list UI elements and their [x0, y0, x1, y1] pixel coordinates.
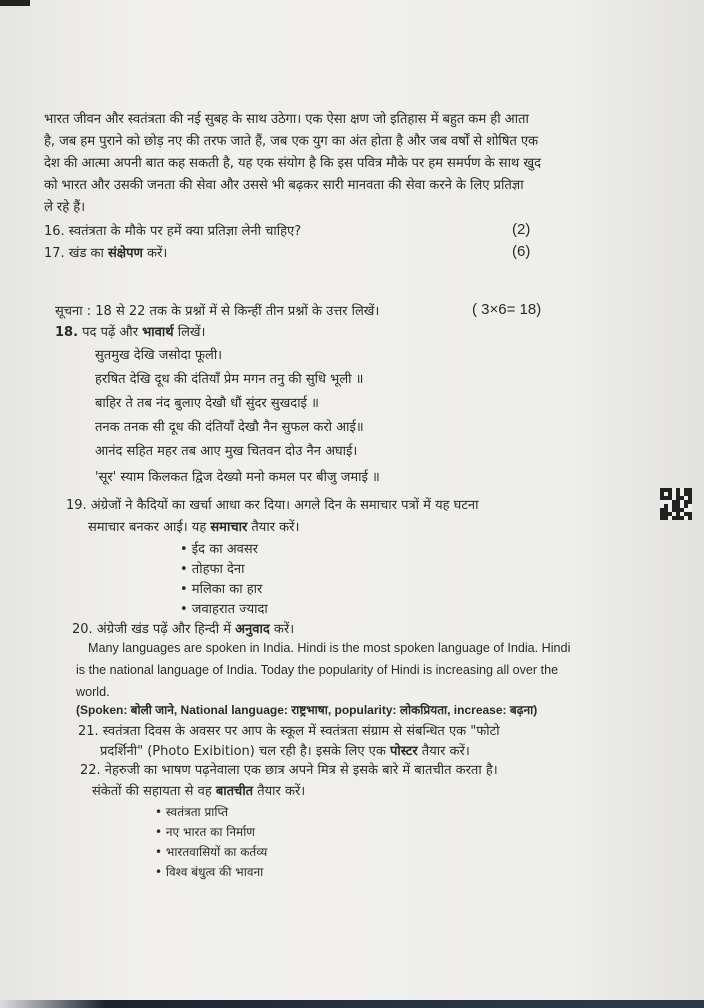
q19-keyword: समाचार — [210, 520, 248, 535]
passage-line: है, जब हम पुराने को छोड़ नए की तरफ जाते हैं, जब एक युग का अंत होता है और जब वर्षों से शोषित एक — [44, 134, 539, 149]
poem-line: हरषित देखि दूध की दंतियाँ प्रेम मगन तनु की सुधि भूली ॥ — [95, 372, 364, 387]
english-passage-line: world. — [76, 685, 110, 699]
q17-text: 17. खंड का — [44, 246, 109, 261]
q19-point: • ईद का अवसर — [180, 542, 258, 557]
q21-keyword: पोस्टर — [389, 744, 418, 759]
passage-line: को भारत और उसकी जनता की सेवा और उससे भी बढ़कर सारी मानवता की सेवा करने के लिए प्रतिज्ञा — [44, 178, 524, 193]
q22-text-end: तैयार करें। — [253, 784, 306, 799]
poem-line: बाहिर ते तब नंद बुलाए देखौ धौं सुंदर सुखदाई ॥ — [95, 396, 319, 411]
question-20 — [72, 621, 294, 639]
q17-keyword: संक्षेपण — [108, 246, 143, 261]
question-22-cont — [92, 783, 305, 801]
q19-point: • तोहफा देना — [180, 562, 245, 577]
q18-keyword: भावार्थ — [142, 325, 174, 340]
q17-text-end: करें। — [142, 246, 168, 261]
english-passage-line: is the national language of India. Today the popularity of Hindi is increasing all over the — [76, 663, 559, 677]
q22-keyword: बातचीत — [215, 784, 254, 799]
passage-line: ले रहे हैं। — [44, 200, 86, 215]
q21-text: प्रदर्शिनी" (Photo Exibition) चल रही है। इसके लिए एक — [100, 744, 390, 759]
passage-line: भारत जीवन और स्वतंत्रता की नई सुबह के साथ उठेगा। एक ऐसा क्षण जो इतिहास में बहुत कम ही आता — [44, 112, 529, 127]
q18-number: 18. — [55, 325, 79, 340]
q19-point: • जवाहरात ज्यादा — [180, 602, 268, 617]
q19-point: • मलिका का हार — [180, 582, 263, 597]
question-22: 22. नेहरुजी का भाषण पढ़नेवाला एक छात्र अपने मित्र से इसके बारे में बातचीत करता है। — [80, 763, 498, 778]
q19-text: समाचार बनकर आई। यह — [88, 520, 211, 535]
question-18 — [55, 324, 205, 342]
question-21: 21. स्वतंत्रता दिवस के अवसर पर आप के स्कूल में स्वतंत्रता संग्राम से संबन्धित एक "फोटो — [78, 724, 500, 739]
poem-line: सुतमुख देखि जसोदा फूली। — [95, 348, 223, 363]
question-16: 16. स्वतंत्रता के मौके पर हमें क्या प्रतिज्ञा लेनी चाहिए? — [44, 224, 302, 239]
poem-line: आनंद सहित महर तब आए मुख चितवन दोउ नैन अघाई। — [95, 444, 358, 459]
poem-line: तनक तनक सी दूध की दंतियाँ देखौ नैन सुफल करो आई॥ — [95, 420, 364, 435]
q20-keyword: अनुवाद — [235, 622, 270, 637]
q22-point: • स्वतंत्रता प्राप्ति — [155, 805, 229, 819]
q22-point: • भारतवासियों का कर्तव्य — [155, 845, 268, 859]
q20-text: 20. अंग्रेजी खंड पढ़ें और हिन्दी में — [72, 622, 236, 637]
question-16-marks: (2) — [512, 221, 531, 238]
qr-code — [660, 488, 692, 520]
q21-text-end: तैयार करें। — [417, 744, 470, 759]
question-19-cont — [88, 519, 299, 537]
scan-edge-top — [0, 0, 30, 6]
q20-text-end: करें। — [269, 622, 295, 637]
q18-text-end: लिखें। — [173, 325, 206, 340]
english-passage-line: Many languages are spoken in India. Hindi is the most spoken language of India. Hindi — [88, 641, 571, 655]
q19-text-end: तैयार करें। — [247, 520, 300, 535]
notice: सूचना : 18 से 22 तक के प्रश्नों में से किन्हीं तीन प्रश्नों के उत्तर लिखें। — [55, 304, 380, 319]
notice-marks: ( 3×6= 18) — [472, 301, 542, 318]
poem-line: 'सूर' स्याम किलकत द्विज देख्यो मनो कमल पर बीजु जमाई ॥ — [95, 470, 380, 485]
q22-text: संकेतों की सहायता से वह — [92, 784, 216, 799]
question-19: 19. अंग्रेजों ने कैदियों का खर्चा आधा कर दिया। अगले दिन के समाचार पत्रों में यह घटना — [66, 498, 479, 513]
glossary: (Spoken: बोली जाने, National language: राष्ट्रभाषा, popularity: लोकप्रियता, increase: बढ़ना) — [76, 703, 538, 717]
question-21-cont — [100, 743, 470, 761]
passage-line: देश की आत्मा अपनी बात कह सकती है, यह एक संयोग है कि इस पवित्र मौके पर हम समर्पण के साथ खुद — [44, 156, 541, 171]
q18-text: पद पढ़ें और — [78, 325, 143, 340]
question-17 — [44, 245, 167, 263]
q22-point: • विश्व बंधुत्व की भावना — [155, 865, 264, 879]
question-17-marks: (6) — [512, 243, 531, 260]
q22-point: • नए भारत का निर्माण — [155, 825, 255, 839]
scan-edge-bottom — [0, 1000, 704, 1008]
